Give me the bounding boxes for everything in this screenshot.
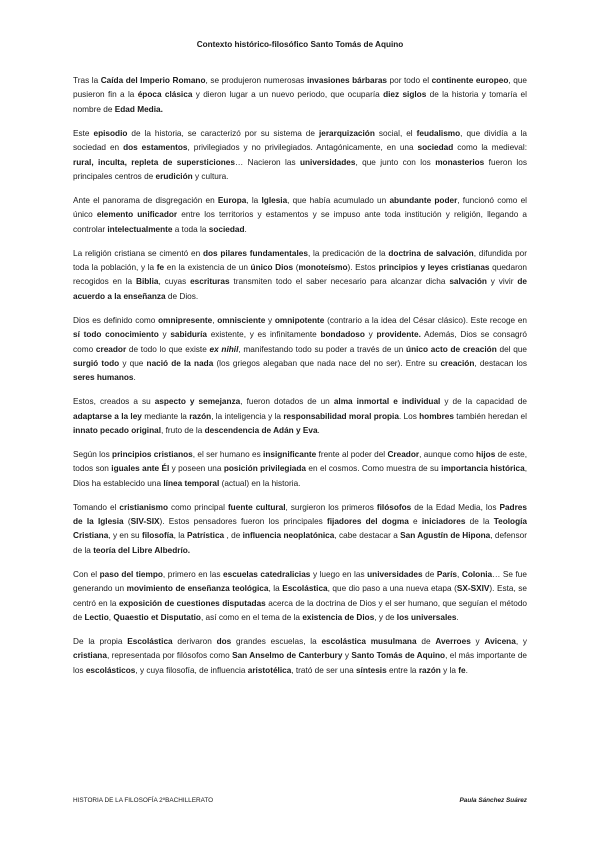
- text-run: fueron los principales centros de: [73, 157, 527, 181]
- bold-text: Escolástica: [127, 636, 173, 646]
- text-run: , el ser humano es: [192, 449, 264, 459]
- paragraph: [73, 568, 527, 626]
- bold-text: innato pecado original: [73, 426, 162, 436]
- text-run: acerca de la doctrina de Dios y el ser humano, que seguían el método de: [73, 598, 528, 622]
- text-run: , representada por filósofos como: [106, 651, 233, 661]
- text-run: , el más importante de los: [73, 651, 528, 675]
- bold-text: Lectio: [84, 613, 109, 622]
- bold-text: salvación: [449, 277, 487, 287]
- bold-text: hombres: [419, 411, 454, 421]
- text-run: y de la capacidad de: [440, 397, 527, 407]
- text-run: como principal: [168, 502, 228, 512]
- bold-text: San Agustín de Hipona: [400, 531, 491, 541]
- text-run: , que había acumulado un: [287, 195, 390, 205]
- text-run: quedaron recogidos en la: [73, 262, 528, 287]
- text-run: por todo el: [387, 76, 432, 85]
- bold-text: Quaestio: [113, 613, 149, 622]
- bold-text: sí todo: [73, 330, 102, 340]
- bold-text: París: [436, 569, 458, 579]
- text-run: , que junto con los: [355, 157, 436, 167]
- bold-text: Europa: [217, 195, 247, 205]
- text-run: , la: [268, 584, 283, 594]
- bold-text: nació de la nada: [146, 358, 214, 368]
- bold-text: escolásticos: [85, 665, 136, 675]
- text-run: y: [342, 651, 352, 661]
- text-run: (actual) en la historia.: [219, 478, 301, 488]
- text-run: , que dividía a la sociedad en: [73, 128, 527, 153]
- bold-text: omnisciente: [217, 315, 266, 325]
- bold-text: seres humanos: [73, 373, 134, 383]
- bold-text: principios y leyes cristianas: [378, 262, 490, 272]
- text-run: Ante el panorama de disgregación en: [73, 195, 218, 205]
- bold-text: feudalismo: [416, 128, 461, 138]
- text-run: en el cosmos. Como muestra de su: [305, 464, 442, 474]
- bold-text: surgió todo: [73, 358, 120, 368]
- text-run: ,: [457, 569, 462, 579]
- text-run: Este: [73, 128, 94, 138]
- text-run: frente al poder del: [316, 449, 388, 459]
- bold-text: aristotélica: [247, 665, 292, 675]
- bold-text: los universales: [396, 613, 457, 622]
- bold-text: alma inmortal e individual: [333, 397, 441, 407]
- text-run: , la: [173, 531, 187, 541]
- bold-text: existencia de Dios: [302, 613, 375, 622]
- text-run: y vivir: [486, 277, 518, 287]
- document-body: [73, 74, 527, 688]
- text-run: Tras la: [73, 76, 101, 85]
- text-run: (: [293, 262, 299, 272]
- text-run: y dieron lugar a un nuevo periodo, que ocuparía: [192, 90, 384, 100]
- emphasis-text: ex nihil: [209, 344, 239, 354]
- text-run: entre los territorios y estamentos y se impuso ante toda institución y religión, llegando a controlar: [73, 210, 528, 234]
- bold-text: jerarquización: [318, 128, 375, 138]
- text-run: e: [408, 517, 422, 527]
- text-run: de la: [465, 517, 494, 527]
- bold-text: Teología Cristiana: [73, 517, 527, 541]
- bold-text: dos estamentos: [123, 143, 188, 153]
- text-run: , aunque como: [419, 449, 477, 459]
- text-run: Con el: [73, 569, 100, 579]
- text-run: .: [317, 426, 320, 436]
- text-run: de: [422, 569, 437, 579]
- text-run: y: [158, 330, 171, 340]
- text-run: … Se fue generando un: [73, 569, 527, 594]
- text-run: , y: [515, 636, 528, 646]
- bold-text: principios cristianos: [112, 449, 193, 459]
- text-run: ). Estos: [347, 262, 379, 272]
- bold-text: erudición: [155, 171, 193, 181]
- bold-text: et: [150, 613, 159, 622]
- text-run: y luego en las: [310, 569, 368, 579]
- bold-text: exposición de cuestiones disputadas: [118, 598, 266, 608]
- text-run: de la historia y tomaría el nombre de: [73, 90, 527, 114]
- text-run: de este, todos son: [73, 449, 528, 474]
- bold-text: doctrina de salvación: [388, 248, 474, 258]
- bold-text: razón: [189, 411, 212, 421]
- text-run: , defensor de la: [73, 531, 527, 555]
- text-run: , fruto de la: [161, 426, 205, 436]
- paragraph: [73, 127, 527, 185]
- text-run: , fueron dotados de un: [240, 397, 334, 407]
- bold-text: fijadores del dogma: [327, 517, 409, 527]
- text-run: también heredan el: [453, 411, 527, 421]
- bold-text: Caída del Imperio Romano: [100, 76, 206, 85]
- bold-text: universidades: [367, 569, 423, 579]
- text-run: De la propia: [73, 636, 128, 646]
- bold-text: responsabilidad moral propia: [283, 411, 399, 421]
- text-run: ). Esta, se centró en la: [73, 584, 527, 608]
- bold-text: iguales ante Él: [111, 464, 170, 474]
- text-run: Dios es definido como: [73, 315, 159, 325]
- bold-text: universidades: [299, 157, 356, 167]
- bold-text: filósofos: [376, 502, 412, 512]
- text-run: , trató de ser una: [291, 665, 356, 675]
- page-title: Contexto histórico-filosófico Santo Tomás de Aquino: [196, 40, 404, 49]
- text-run: ,: [212, 315, 218, 325]
- bold-text: cristiana: [73, 651, 107, 661]
- bold-text: omnipresente: [158, 315, 213, 325]
- text-run: de la historia, se caracterizó por su sistema de: [127, 128, 319, 138]
- text-run: (los griegos alegaban que nada nace del no ser). Entre su: [213, 358, 441, 368]
- text-run: y la: [440, 665, 459, 675]
- bold-text: creador: [95, 344, 127, 354]
- text-run: , que pusieron fin a la: [73, 76, 527, 100]
- bold-text: Averroes: [435, 636, 471, 646]
- bold-text: síntesis: [355, 665, 387, 675]
- footer-author: Paula Sánchez Suárez: [459, 797, 527, 804]
- bold-text: diez siglos: [383, 90, 427, 100]
- text-run: , la inteligencia y la: [211, 411, 284, 421]
- bold-text: de acuerdo a la enseñanza: [73, 277, 527, 301]
- text-run: y cultura.: [192, 171, 229, 181]
- bold-text: hijos: [476, 449, 496, 459]
- text-run: y: [470, 636, 485, 646]
- text-run: de la Edad Media, los: [411, 502, 500, 512]
- text-run: , así como en el tema de la: [200, 613, 303, 622]
- bold-text: escuelas catedralicias: [223, 569, 311, 579]
- bold-text: invasiones bárbaras: [306, 76, 387, 85]
- text-run: . Los: [398, 411, 420, 421]
- bold-text: conocimiento: [105, 330, 159, 340]
- text-run: , la: [246, 195, 262, 205]
- bold-text: creación: [440, 358, 475, 368]
- bold-text: episodio: [93, 128, 128, 138]
- text-run: Según los: [73, 449, 113, 459]
- bold-text: sabiduría: [170, 330, 208, 340]
- bold-text: [210, 345, 239, 354]
- paragraph: [73, 395, 527, 438]
- bold-text: adaptarse a la ley: [73, 411, 142, 421]
- bold-text: posición privilegiada: [223, 464, 306, 474]
- text-run: , que dio paso a una nueva etapa (: [327, 584, 457, 594]
- bold-text: insignificante: [263, 449, 317, 459]
- paragraph: [73, 314, 527, 386]
- text-run: y que: [119, 358, 147, 368]
- text-run: … Nacieron las: [234, 157, 300, 167]
- bold-text: línea temporal: [163, 478, 220, 488]
- bold-text: elemento unificador: [96, 210, 178, 220]
- text-run: del que: [496, 344, 527, 354]
- bold-text: San Anselmo de Canterbury: [232, 651, 343, 661]
- text-run: , y de: [374, 613, 397, 622]
- text-run: derivaron: [172, 636, 217, 646]
- text-run: existente, y es infinitamente: [207, 330, 321, 340]
- text-run: de Dios.: [165, 291, 199, 301]
- text-run: (contrario a la idea del César clásico). Este recoge en: [324, 315, 527, 325]
- bold-text: omnipotente: [274, 315, 325, 325]
- text-run: y: [265, 315, 275, 325]
- bold-text: continente europeo: [431, 76, 509, 85]
- bold-text: Edad Media.: [114, 104, 163, 114]
- bold-text: descendencia de Adán y Eva: [204, 426, 318, 436]
- text-run: y poseen una: [169, 464, 224, 474]
- text-run: , cuyas: [158, 277, 191, 287]
- bold-text: Escolástica: [282, 584, 328, 594]
- text-run: mediante la: [141, 411, 190, 421]
- bold-text: rural, inculta, repleta de supersticiones: [73, 157, 235, 167]
- text-run: La religión cristiana se cimentó en: [73, 248, 203, 258]
- bold-text: fuente cultural: [227, 502, 286, 512]
- text-run: en la existencia de un: [164, 262, 251, 272]
- bold-text: Padres de la Iglesia: [73, 502, 527, 527]
- bold-text: Iglesia: [261, 195, 288, 205]
- bold-text: sociedad: [208, 224, 245, 234]
- bold-text: SIV-SIX: [130, 517, 160, 527]
- bold-text: Avicena: [484, 636, 516, 646]
- text-run: (: [123, 517, 131, 527]
- bold-text: único Dios: [250, 262, 294, 272]
- text-run: .: [244, 224, 247, 234]
- bold-text: teoría del Libre Albedrío.: [93, 545, 191, 555]
- bold-text: Biblia: [136, 277, 159, 287]
- bold-text: escolástica musulmana: [321, 636, 417, 646]
- text-run: como la medieval:: [453, 143, 528, 153]
- bold-text: escrituras: [190, 277, 230, 287]
- bold-text: monasterios: [435, 157, 485, 167]
- bold-text: aspecto y semejanza: [154, 397, 241, 407]
- bold-text: época clásica: [137, 90, 193, 100]
- bold-text: importancia histórica: [441, 464, 525, 474]
- bold-text: Disputatio: [160, 613, 201, 622]
- footer-course-label: HISTORIA DE LA FILOSOFÍA 2ºBACHILLERATO: [73, 797, 214, 804]
- text-run: entre la: [386, 665, 419, 675]
- text-run: , privilegiados y no privilegiados. Antagónicamente, en una: [187, 143, 418, 153]
- bold-text: fe: [156, 262, 165, 272]
- text-run: , y cuya filosofía, de influencia: [135, 665, 248, 675]
- text-run: , cabe destacar a: [334, 531, 401, 541]
- bold-text: dos pilares fundamentales: [202, 248, 308, 258]
- paragraph: [73, 247, 527, 305]
- text-run: , manifestando todo su poder a través de un: [238, 344, 407, 354]
- paragraph: [73, 194, 527, 237]
- bold-text: abundante poder: [389, 195, 458, 205]
- bold-text: monoteísmo: [298, 262, 348, 272]
- text-run: social, el: [374, 128, 417, 138]
- bold-text: cristianismo: [119, 502, 168, 512]
- bold-text: sociedad: [417, 143, 454, 153]
- text-run: , de: [224, 531, 243, 541]
- text-run: , la predicación de la: [307, 248, 389, 258]
- text-run: a toda la: [172, 224, 209, 234]
- text-run: , surgieron los primeros: [285, 502, 377, 512]
- bold-text: Colonia: [461, 569, 493, 579]
- bold-text: movimiento de enseñanza teológica: [126, 584, 269, 594]
- text-run: , difundida por toda la población, y la: [73, 248, 527, 272]
- text-run: de: [416, 636, 436, 646]
- bold-text: paso del tiempo: [99, 569, 163, 579]
- bold-text: fe: [458, 665, 466, 675]
- text-run: , Dios ha establecido una: [73, 464, 527, 488]
- paragraph: [73, 501, 527, 559]
- text-run: ). Estos pensadores fueron los principales: [159, 517, 328, 527]
- text-run: , funcionó como el único: [73, 195, 527, 220]
- bold-text: influencia neoplatónica: [242, 531, 335, 541]
- bold-text: bondadoso: [320, 330, 365, 340]
- text-run: y: [364, 330, 377, 340]
- text-run: .: [465, 665, 468, 675]
- paragraph: [73, 74, 527, 117]
- bold-text: filosofía: [141, 531, 174, 541]
- bold-text: SX-SXIV: [456, 584, 490, 594]
- bold-text: Patrística: [187, 531, 225, 541]
- text-run: , destacan los: [474, 358, 527, 368]
- text-run: .: [456, 613, 459, 622]
- text-run: ,: [108, 613, 114, 622]
- text-run: , y en su: [108, 531, 142, 541]
- bold-text: razón: [418, 665, 441, 675]
- bold-text: Creador: [387, 449, 420, 459]
- paragraph: [73, 635, 527, 678]
- text-run: Tomando el: [73, 502, 120, 512]
- text-run: , se produjeron numerosas: [205, 76, 307, 85]
- text-run: Estos, creados a su: [73, 397, 155, 407]
- bold-text: intelectualmente: [107, 224, 173, 234]
- text-run: .: [133, 373, 136, 383]
- bold-text: iniciadores: [421, 517, 466, 527]
- bold-text: providente.: [376, 330, 421, 340]
- text-run: , primero en las: [162, 569, 224, 579]
- text-run: grandes escuelas, la: [231, 636, 322, 646]
- bold-text: Santo Tomás de Aquino: [351, 651, 446, 661]
- text-run: de todo lo que existe: [126, 344, 210, 354]
- bold-text: único acto de creación: [406, 344, 497, 354]
- paragraph: [73, 448, 527, 491]
- text-run: transmiten todo el saber necesario para alcanzar dicha: [229, 277, 450, 287]
- bold-text: dos: [216, 636, 232, 646]
- text-run: Además, Dios se consagró como: [73, 330, 527, 354]
